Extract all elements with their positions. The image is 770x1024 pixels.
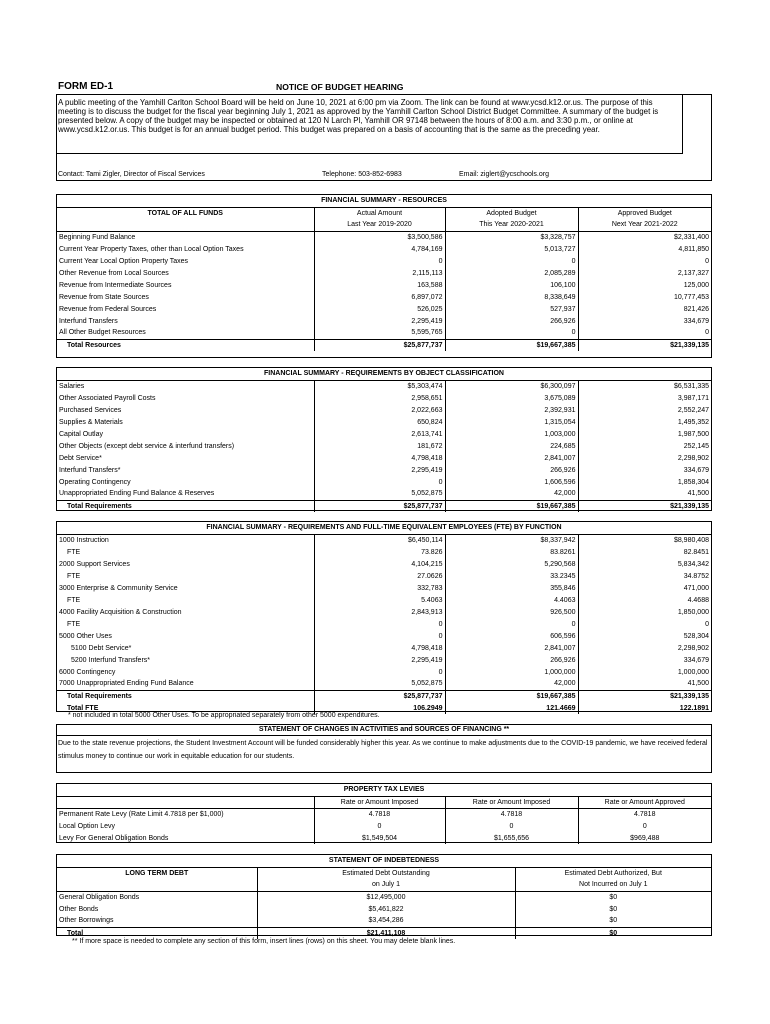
table-row xyxy=(57,404,711,416)
row-value: 4,798,418 xyxy=(314,642,445,654)
tax-col-header: Rate or Amount Imposed xyxy=(314,796,445,808)
row-label: Interfund Transfers xyxy=(57,315,314,327)
row-value: 0 xyxy=(642,822,647,830)
table-row xyxy=(57,832,711,844)
row-value: 5,013,727 xyxy=(445,243,578,255)
debt-label-header: LONG TERM DEBT xyxy=(57,867,257,879)
resources-table xyxy=(57,195,711,351)
contact-telephone: Telephone: 503-852-6983 xyxy=(322,171,402,178)
row-value: $0 xyxy=(609,893,618,901)
row-label: Other Objects (except debt service & interfund transfers) xyxy=(57,440,314,452)
table-row xyxy=(57,488,711,500)
row-value: 0 xyxy=(445,820,578,832)
table-row xyxy=(57,464,711,476)
row-label: FTE xyxy=(57,618,314,630)
col-approved-year: Next Year 2021-2022 xyxy=(578,219,711,231)
resources-total-value: $19,667,385 xyxy=(445,339,578,351)
row-value: 1,606,596 xyxy=(445,476,578,488)
row-value: 821,426 xyxy=(683,305,710,313)
by-object-total-label: Total Requirements xyxy=(57,500,314,512)
resources-total-label: Total Resources xyxy=(57,339,314,351)
row-value: 471,000 xyxy=(683,584,709,592)
row-value: 3,675,089 xyxy=(445,392,578,404)
total-fte-value: 122.1891 xyxy=(679,704,709,712)
row-label: Permanent Rate Levy (Rate Limit 4.7818 per $1,000) xyxy=(57,808,314,820)
row-value: 5,595,765 xyxy=(314,327,445,339)
row-value: 4,784,169 xyxy=(314,243,445,255)
table-row xyxy=(57,392,711,404)
row-value: $8,980,408 xyxy=(673,536,709,544)
form-id: FORM ED-1 xyxy=(58,81,113,92)
table-row xyxy=(57,315,711,327)
table-row xyxy=(57,820,711,832)
row-label: Other Associated Payroll Costs xyxy=(57,392,314,404)
property-tax-table xyxy=(57,784,711,844)
row-value: 73.826 xyxy=(314,546,445,558)
row-label: All Other Budget Resources xyxy=(57,327,314,339)
row-value: 181,672 xyxy=(314,440,445,452)
table-row xyxy=(57,630,711,642)
row-label: Operating Contingency xyxy=(57,476,314,488)
resources-title: FINANCIAL SUMMARY - RESOURCES xyxy=(57,195,711,207)
table-row xyxy=(57,243,711,255)
table-row xyxy=(57,231,711,243)
by-function-total-label: Total Requirements xyxy=(57,690,314,702)
row-label: Debt Service* xyxy=(57,452,314,464)
table-row xyxy=(57,666,711,678)
row-value: 3,987,171 xyxy=(677,394,710,402)
row-label: Local Option Levy xyxy=(57,820,314,832)
table-row xyxy=(57,891,711,903)
table-row xyxy=(57,570,711,582)
debt-table xyxy=(57,855,711,939)
row-value: 4,811,850 xyxy=(678,245,710,253)
table-row xyxy=(57,534,711,546)
table-row xyxy=(57,440,711,452)
row-value: 0 xyxy=(445,618,578,630)
table-row xyxy=(57,915,711,927)
total-fte-value: 121.4669 xyxy=(445,702,578,714)
row-value: 83.8261 xyxy=(445,546,578,558)
row-value: 334,679 xyxy=(683,656,709,664)
row-value: 224,685 xyxy=(445,440,578,452)
row-value: 2,022,663 xyxy=(314,404,445,416)
table-row xyxy=(57,267,711,279)
row-label: Supplies & Materials xyxy=(57,416,314,428)
row-value: 266,926 xyxy=(445,315,578,327)
row-value: 4,104,215 xyxy=(314,558,445,570)
row-value: 163,588 xyxy=(314,279,445,291)
row-value: 0 xyxy=(445,255,578,267)
row-value: 1,858,304 xyxy=(677,478,710,486)
row-value: $3,454,286 xyxy=(257,915,515,927)
row-value: 0 xyxy=(314,666,445,678)
by-function-total-value: $19,667,385 xyxy=(445,690,578,702)
row-value: 355,846 xyxy=(445,582,578,594)
table-row xyxy=(57,678,711,690)
row-value: 2,958,651 xyxy=(314,392,445,404)
row-value: 2,115,113 xyxy=(314,267,445,279)
row-value: 82.8451 xyxy=(683,548,709,556)
debt-col-subheader: on July 1 xyxy=(257,879,515,891)
row-value: 0 xyxy=(314,255,445,267)
row-value: 334,679 xyxy=(683,466,710,474)
table-row xyxy=(57,428,711,440)
row-value: 4,798,418 xyxy=(314,452,445,464)
debt-col-header: Estimated Debt Outstanding xyxy=(257,867,515,879)
row-value: 2,295,419 xyxy=(314,464,445,476)
row-label: Current Year Local Option Property Taxes xyxy=(57,255,314,267)
row-label: Interfund Transfers* xyxy=(57,464,314,476)
table-row xyxy=(57,654,711,666)
row-value: 266,926 xyxy=(445,464,578,476)
table-row xyxy=(57,279,711,291)
resources-label-header: TOTAL OF ALL FUNDS xyxy=(57,207,314,219)
by-function-table xyxy=(57,522,711,714)
row-value: 1,495,352 xyxy=(677,418,710,426)
row-label: 4000 Facility Acquisition & Construction xyxy=(57,606,314,618)
row-value: 0 xyxy=(314,820,445,832)
row-label: Unappropriated Ending Fund Balance & Reserves xyxy=(57,488,314,500)
row-label: Revenue from State Sources xyxy=(57,291,314,303)
row-value: 5,834,342 xyxy=(677,560,709,568)
row-value: 0 xyxy=(314,476,445,488)
row-label: Other Revenue from Local Sources xyxy=(57,267,314,279)
table-row xyxy=(57,291,711,303)
row-value: $5,461,822 xyxy=(257,903,515,915)
row-label: Other Bonds xyxy=(57,903,257,915)
row-value: 1,000,000 xyxy=(445,666,578,678)
row-value: 6,897,072 xyxy=(314,291,445,303)
row-value: 4.4063 xyxy=(445,594,578,606)
col-adopted-year: This Year 2020-2021 xyxy=(445,219,578,231)
total-fte-label: Total FTE xyxy=(57,702,314,714)
debt-title: STATEMENT OF INDEBTEDNESS xyxy=(57,855,711,867)
row-value: 5,052,875 xyxy=(314,488,445,500)
row-value: 4.4688 xyxy=(687,596,709,604)
row-value: 2,392,931 xyxy=(445,404,578,416)
table-row xyxy=(57,380,711,392)
table-row xyxy=(57,558,711,570)
row-value: 1,987,500 xyxy=(677,430,710,438)
row-value: $6,300,097 xyxy=(445,380,578,392)
debt-total-value: $21,411,108 xyxy=(257,927,515,939)
row-value: 2,295,419 xyxy=(314,315,445,327)
row-value: 27.0626 xyxy=(314,570,445,582)
row-value: 4.7818 xyxy=(634,810,656,818)
changes-text: Due to the state revenue projections, the Student Investment Account will be funded considerably higher this year. As we continue to make adjustments due to the COVID-19 pandemic, we have received federal stimulus money to continue our work in equitable education for our students. xyxy=(58,740,708,760)
row-value: 1,003,000 xyxy=(445,428,578,440)
row-value: 0 xyxy=(705,257,710,265)
row-value: 5,290,568 xyxy=(445,558,578,570)
by-function-total-value: $21,339,135 xyxy=(578,690,711,702)
row-value: $3,500,586 xyxy=(314,231,445,243)
row-value: 606,596 xyxy=(445,630,578,642)
by-object-total-value: $21,339,135 xyxy=(578,500,711,512)
row-value: 34.8752 xyxy=(683,572,709,580)
row-value: 252,145 xyxy=(683,442,710,450)
row-value: 2,552,247 xyxy=(677,406,710,414)
table-row xyxy=(57,255,711,267)
row-value: $2,331,400 xyxy=(673,233,710,241)
row-value: 2,298,902 xyxy=(677,454,710,462)
row-value: $0 xyxy=(609,917,618,925)
row-value: 10,777,453 xyxy=(673,293,710,301)
row-value: 0 xyxy=(314,618,445,630)
row-label: General Obligation Bonds xyxy=(57,891,257,903)
table-row xyxy=(57,582,711,594)
row-value: 2,137,327 xyxy=(677,269,710,277)
col-actual-header: Actual Amount xyxy=(314,207,445,219)
by-object-total-value: $19,667,385 xyxy=(445,500,578,512)
row-value: $0 xyxy=(609,905,618,913)
row-value: $6,531,335 xyxy=(673,382,710,390)
row-value: 2,613,741 xyxy=(314,428,445,440)
row-value: $12,495,000 xyxy=(257,891,515,903)
debt-footnote: ** If more space is needed to complete any section of this form, insert lines (rows) on this sheet. You may delete blank lines. xyxy=(72,938,456,945)
table-row xyxy=(57,594,711,606)
by-object-table xyxy=(57,368,711,512)
row-value: 2,295,419 xyxy=(314,654,445,666)
tax-col-header: Rate or Amount Approved xyxy=(578,796,711,808)
row-label: Salaries xyxy=(57,380,314,392)
row-value: 42,000 xyxy=(445,678,578,690)
contact-name: Contact: Tami Zigler, Director of Fiscal Services xyxy=(58,171,205,178)
row-label: 1000 Instruction xyxy=(57,534,314,546)
table-row xyxy=(57,327,711,339)
table-row xyxy=(57,808,711,820)
row-label: FTE xyxy=(57,546,314,558)
row-label: Current Year Property Taxes, other than Local Option Taxes xyxy=(57,243,314,255)
table-row xyxy=(57,903,711,915)
total-fte-value: 106.2949 xyxy=(314,702,445,714)
row-label: Other Borrowings xyxy=(57,915,257,927)
row-value: 8,338,649 xyxy=(445,291,578,303)
row-value: 0 xyxy=(314,630,445,642)
table-row xyxy=(57,416,711,428)
row-value: 41,500 xyxy=(687,680,709,688)
row-value: $969,488 xyxy=(630,834,660,842)
row-label: 5200 Interfund Transfers* xyxy=(57,654,314,666)
row-value: $5,303,474 xyxy=(314,380,445,392)
row-label: 3000 Enterprise & Community Service xyxy=(57,582,314,594)
row-label: 7000 Unappropriated Ending Fund Balance xyxy=(57,678,314,690)
page-title: NOTICE OF BUDGET HEARING xyxy=(276,82,404,92)
resources-total-value: $21,339,135 xyxy=(578,339,711,351)
table-row xyxy=(57,618,711,630)
row-value: 2,085,289 xyxy=(445,267,578,279)
row-value: 42,000 xyxy=(445,488,578,500)
row-value: 4.7818 xyxy=(445,808,578,820)
notice-text: A public meeting of the Yamhill Carlton School Board will be held on June 10, 2021 at 6:00 pm via Zoom. The link can be found at www.ycsd.k12.or.us. The purpose of this meeting is to discuss the budget for the fiscal year beginning July 1, 2021 as approved by the Yamhill Carlton School District Budget Committee. A summary of the budget is presented below. A copy of the budget may be inspected or obtained at 120 N Larch Pl, Yamhill OR 97148 between the hours of 8:00 a.m. and 3:30 p.m., or online at www.ycsd.k12.or.us. This budget is for an annual budget period. This budget was prepared on a basis of accounting that is the same as the preceding year. xyxy=(58,98,659,135)
row-value: 0 xyxy=(445,327,578,339)
row-value: 2,298,902 xyxy=(677,644,709,652)
row-label: Purchased Services xyxy=(57,404,314,416)
row-label: 2000 Support Services xyxy=(57,558,314,570)
by-function-title: FINANCIAL SUMMARY - REQUIREMENTS AND FULL-TIME EQUIVALENT EMPLOYEES (FTE) BY FUNCTION xyxy=(57,522,711,534)
row-value: 41,500 xyxy=(687,490,710,498)
row-value: 2,841,007 xyxy=(445,642,578,654)
row-value: 33.2345 xyxy=(445,570,578,582)
row-value: 5,052,875 xyxy=(314,678,445,690)
row-value: 1,000,000 xyxy=(677,668,709,676)
row-value: 528,304 xyxy=(683,632,709,640)
function-footnote: * not included in total 5000 Other Uses. To be appropriated separately from other 5000 expenditures. xyxy=(68,712,380,719)
row-value: 266,926 xyxy=(445,654,578,666)
col-approved-header: Approved Budget xyxy=(617,209,672,217)
row-value: 1,850,000 xyxy=(677,608,709,616)
row-value: 106,100 xyxy=(445,279,578,291)
table-row xyxy=(57,452,711,464)
row-value: 5.4063 xyxy=(314,594,445,606)
row-label: 6000 Contingency xyxy=(57,666,314,678)
row-value: $6,450,114 xyxy=(314,534,445,546)
row-label: FTE xyxy=(57,594,314,606)
property-tax-title: PROPERTY TAX LEVIES xyxy=(57,784,711,796)
row-label: FTE xyxy=(57,570,314,582)
row-label: Revenue from Intermediate Sources xyxy=(57,279,314,291)
row-label: 5100 Debt Service* xyxy=(57,642,314,654)
resources-total-value: $25,877,737 xyxy=(314,339,445,351)
row-label: 5000 Other Uses xyxy=(57,630,314,642)
tax-col-header: Rate or Amount Imposed xyxy=(445,796,578,808)
table-row xyxy=(57,476,711,488)
row-value: 2,843,913 xyxy=(314,606,445,618)
row-value: 650,824 xyxy=(314,416,445,428)
row-value: 125,000 xyxy=(683,281,710,289)
row-value: 527,937 xyxy=(445,303,578,315)
changes-title: STATEMENT OF CHANGES IN ACTIVITIES and SOURCES OF FINANCING ** xyxy=(56,724,712,736)
debt-col-header: Estimated Debt Authorized, But xyxy=(564,869,662,877)
row-label: Levy For General Obligation Bonds xyxy=(57,832,314,844)
contact-email: Email: ziglert@ycschools.org xyxy=(459,171,549,178)
row-value: $1,655,656 xyxy=(445,832,578,844)
debt-col-subheader: Not Incurred on July 1 xyxy=(515,879,711,891)
table-row xyxy=(57,546,711,558)
by-object-title: FINANCIAL SUMMARY - REQUIREMENTS BY OBJECT CLASSIFICATION xyxy=(57,368,711,380)
table-row xyxy=(57,642,711,654)
row-value: 0 xyxy=(705,620,709,628)
col-actual-year: Last Year 2019-2020 xyxy=(314,219,445,231)
row-label: Beginning Fund Balance xyxy=(57,231,314,243)
row-value: 4.7818 xyxy=(314,808,445,820)
row-value: 332,783 xyxy=(314,582,445,594)
row-value: 0 xyxy=(705,329,710,337)
col-adopted-header: Adopted Budget xyxy=(445,207,578,219)
row-value: 526,025 xyxy=(314,303,445,315)
by-function-total-value: $25,877,737 xyxy=(314,690,445,702)
row-value: 926,500 xyxy=(445,606,578,618)
row-value: 2,841,007 xyxy=(445,452,578,464)
table-row xyxy=(57,303,711,315)
row-label: Revenue from Federal Sources xyxy=(57,303,314,315)
row-value: 334,679 xyxy=(683,317,710,325)
debt-total-label: Total xyxy=(57,927,257,939)
row-value: 1,315,054 xyxy=(445,416,578,428)
table-row xyxy=(57,606,711,618)
row-value: $3,328,757 xyxy=(445,231,578,243)
debt-total-value: $0 xyxy=(515,927,711,939)
row-value: $1,549,504 xyxy=(314,832,445,844)
by-object-total-value: $25,877,737 xyxy=(314,500,445,512)
row-value: $8,337,942 xyxy=(445,534,578,546)
row-label: Capital Outlay xyxy=(57,428,314,440)
